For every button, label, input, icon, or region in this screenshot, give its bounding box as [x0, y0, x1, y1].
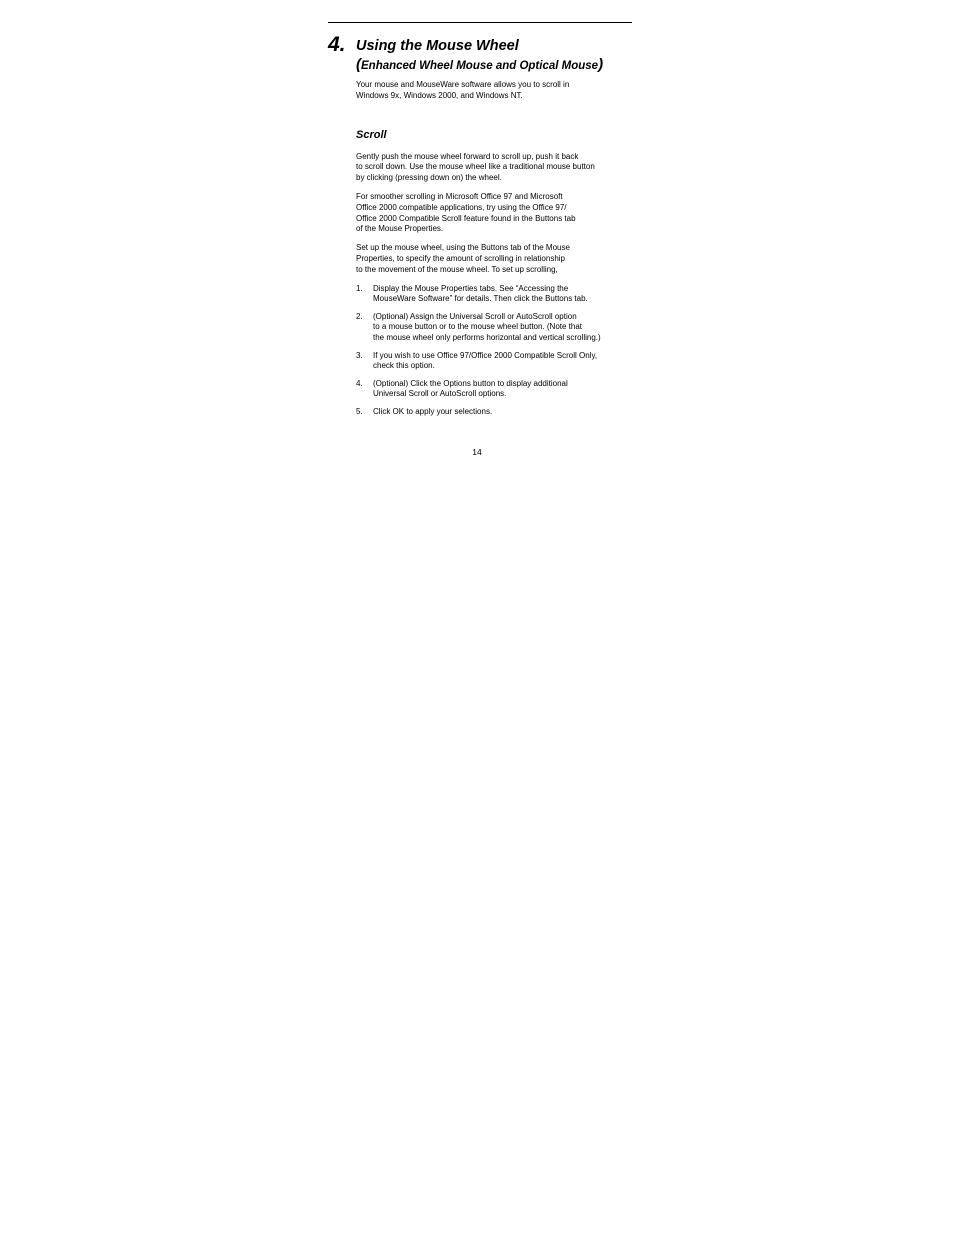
step-number: 3. [356, 350, 363, 360]
setup-steps-list [356, 284, 628, 418]
step-text: (Optional) Assign the Universal Scroll or AutoScroll option to a mouse button or to the mouse wheel button. (Note that the mouse wheel only performs horizontal and vertical scrolling.) [373, 311, 601, 343]
step-text: If you wish to use Office 97/Office 2000 Compatible Scroll Only, check this option. [373, 350, 598, 371]
chapter-subtitle [356, 56, 636, 75]
step-number: 1. [356, 283, 363, 293]
subtitle-text: Enhanced Wheel Mouse and Optical Mouse [361, 60, 599, 72]
page-number: 14 [472, 447, 482, 457]
chapter-title: Using the Mouse Wheel [356, 38, 519, 54]
step-text: Click OK to apply your selections. [373, 406, 493, 416]
body-paragraph: Gently push the mouse wheel forward to scroll up, push it back to scroll down. Use the mouse wheel like a traditional mouse button by clicking (pressing down on) the wheel. [356, 151, 595, 183]
top-rule [328, 22, 632, 23]
intro-paragraph: Your mouse and MouseWare software allows you to scroll in Windows 9x, Windows 2000, and Windows NT. [356, 80, 570, 100]
chapter-title-block [356, 37, 636, 75]
body-paragraph: For smoother scrolling in Microsoft Office 97 and Microsoft Office 2000 compatible applications, try using the Office 97/ Office 2000 Compatible Scroll feature found in the Buttons tab of the Mouse Properties. [356, 191, 576, 234]
chapter-number: 4. [328, 33, 346, 56]
step-number: 2. [356, 311, 363, 321]
list-item [356, 284, 628, 306]
list-item [356, 351, 628, 373]
step-number: 5. [356, 406, 363, 416]
subtitle-close-paren: ) [598, 56, 604, 73]
step-text: Display the Mouse Properties tabs. See “Accessing the MouseWare Software” for details. Then click the Buttons tab. [373, 283, 588, 304]
step-number: 4. [356, 378, 363, 388]
list-item [356, 379, 628, 401]
section-heading-scroll: Scroll [356, 128, 387, 141]
page-content [356, 80, 628, 424]
list-item [356, 312, 628, 344]
step-text: (Optional) Click the Options button to display additional Universal Scroll or AutoScroll options. [373, 378, 568, 399]
body-paragraph: Set up the mouse wheel, using the Buttons tab of the Mouse Properties, to specify the amount of scrolling in relationship to the movement of the mouse wheel. To set up scrolling, [356, 243, 570, 274]
subtitle-open-paren: ( [356, 56, 361, 73]
list-item [356, 407, 628, 418]
